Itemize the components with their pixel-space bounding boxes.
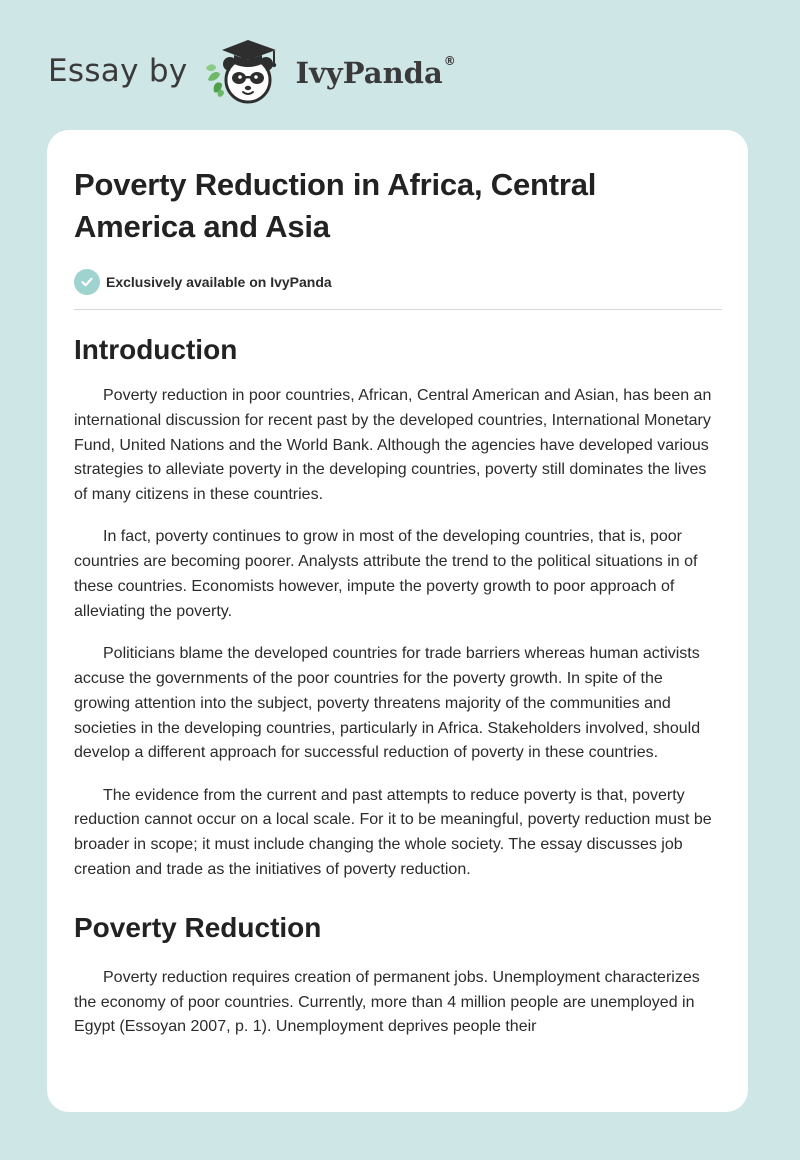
check-circle-icon: [74, 269, 100, 295]
paragraph: Politicians blame the developed countries for trade barriers whereas human activists accuse the governments of the poor countries for the poverty growth. In spite of the growing attention into the subject, poverty threatens majority of the communities and societies in the developing countries, particularly in Africa. Stakeholders involved, should develop a different approach for successful reduction of poverty in these countries.: [74, 645, 701, 762]
paragraph: The evidence from the current and past attempts to reduce poverty is that, poverty reduction cannot occur on a local scale. For it to be meaningful, poverty reduction must be broader in scope; it must include changing the whole society. The essay discusses job creation and trade as the initiatives of poverty reduction.: [74, 786, 712, 879]
ivypanda-logo-link[interactable]: [204, 34, 456, 108]
title-divider: [74, 309, 722, 310]
paragraph: In fact, poverty continues to grow in most of the developing countries, that is, poor countries are becoming poorer. Analysts attribute the trend to the political situations in of these countries. Economists however, impute the poverty growth to poor approach of alleviating the poverty.: [74, 528, 698, 620]
essay-card: [47, 130, 748, 1112]
section-heading: Introduction: [74, 334, 238, 365]
paragraph: Poverty reduction in poor countries, African, Central American and Asian, has been an international discussion for recent past by the developed countries, International Monetary Fund, United Nations and the World Bank. Although the agencies have developed various strategies to alleviate poverty in the developing countries, poverty still dominates the lives of many citizens in these countries.: [74, 387, 712, 504]
site-header: [48, 34, 456, 108]
exclusive-label: Exclusively available on IvyPanda: [106, 274, 332, 290]
section-heading: Poverty Reduction: [74, 911, 322, 943]
page-title: Poverty Reduction in Africa, Central America and Asia: [74, 167, 597, 244]
paragraph: Poverty reduction requires creation of permanent jobs. Unemployment characterizes the economy of poor countries. Currently, more than 4 million people are unemployed in Egypt (Essoyan 2007, p. 1). Unemployment deprives people their: [74, 968, 700, 1036]
brand-prefix: Essay by: [48, 52, 188, 89]
section-poverty-reduction: [74, 910, 722, 1040]
brand-name: [295, 53, 456, 90]
panda-graduate-icon: [204, 34, 290, 108]
registered-mark: ®: [443, 53, 456, 68]
exclusive-badge: [74, 269, 722, 295]
brand-name-text: IvyPanda: [295, 55, 443, 90]
section-introduction: [74, 332, 722, 883]
